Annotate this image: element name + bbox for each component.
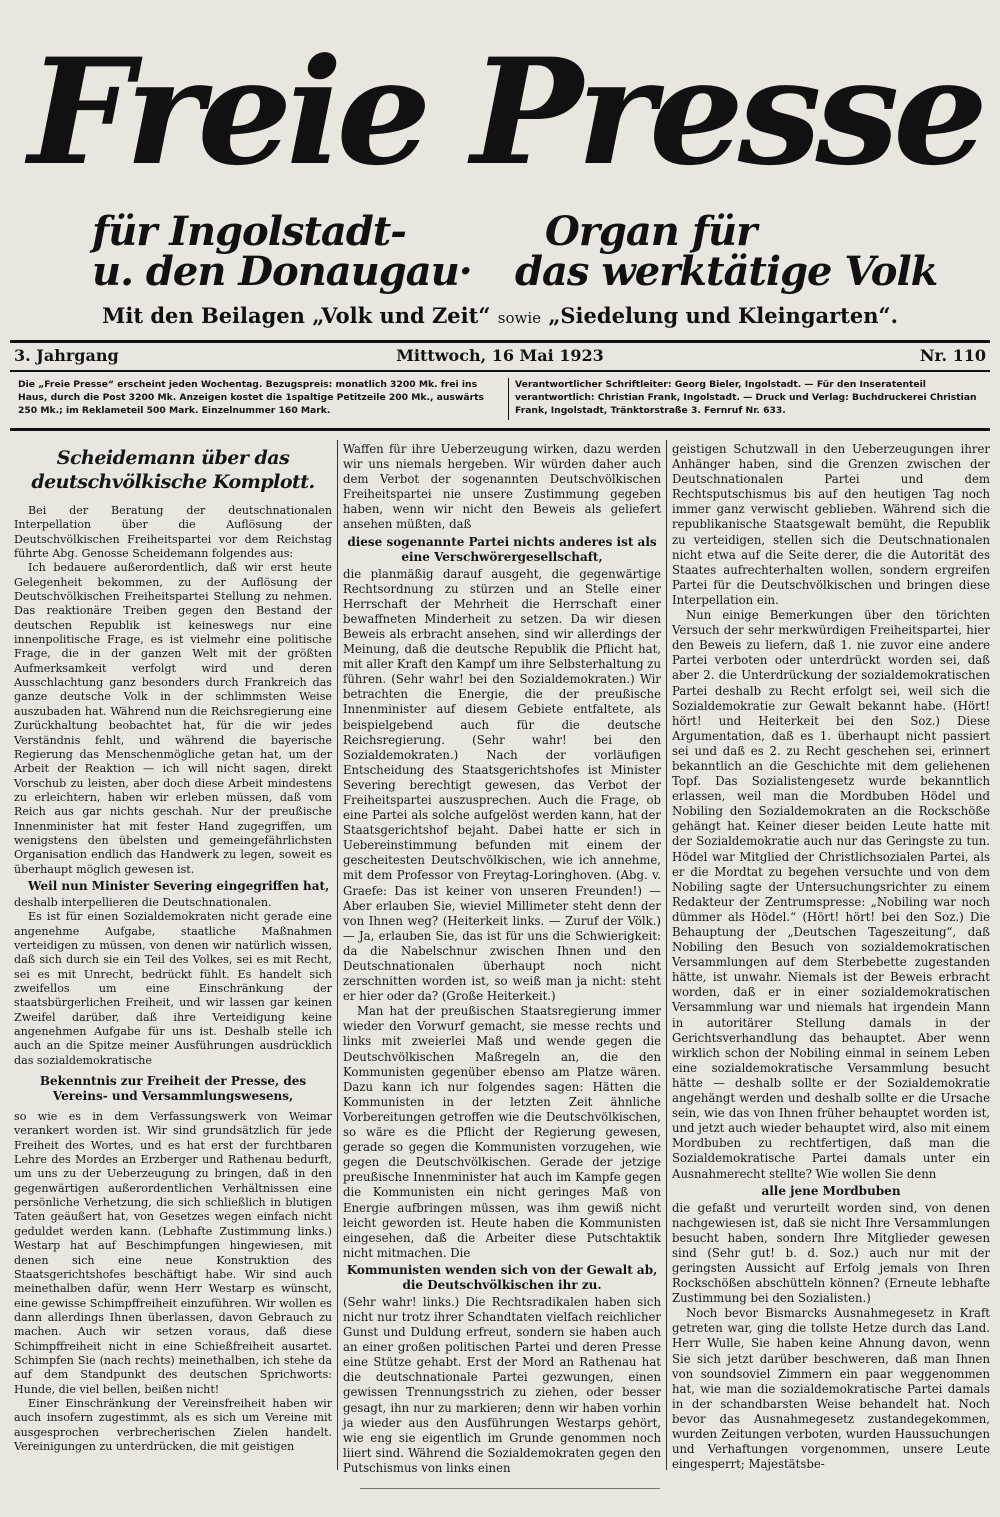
paragraph: Noch bevor Bismarcks Ausnahmegesetz in Kraft getreten war, ging die tollste Hetze durch das Land. Herr Wulle, Sie haben keine Ahnung davon, wenn Sie sich jetzt darüber beschweren, daß man Ihnen von soundsoviel Zimmern ein paar weggenommen hat, wie man die sozialdemokratische Partei damals in der schandbarsten Weise behandelt hat. Noch bevor das Ausnahmegesetz zustandegekommen, wurden Zeitungen verboten, wurden Haussuchungen und Verhaftungen vorgenommen, unsere Leute eingesperrt; Majestätsbe-: [672, 1306, 990, 1472]
dateline-rule: [10, 370, 990, 372]
masthead-subtitle-left: [92, 208, 492, 295]
issue-date: Mittwoch, 16 Mai 1923: [396, 346, 604, 365]
supplements-line: [0, 303, 1000, 328]
footer-rule: [360, 1488, 660, 1489]
paragraph: deshalb interpellieren die Deutschnationalen.: [14, 895, 272, 909]
paragraph: Man hat der preußischen Staatsregierung immer wieder den Vorwurf gemacht, sie messe rechts und links mit zweierlei Maß und wende gegen die Deutschvölkischen Maßregeln an, die den Kommunisten gegenüber ebenso am Platze wären. Dazu kann ich nur folgendes sagen: Hätten die Kommunisten in der letzten Zeit ähnliche Vorbereitungen getroffen wie die Deutschvölkischen, so wäre es die Pflicht der Regierung gewesen, gerade so gegen die Kommunisten vorzugehen, wie gegen die Deutschvölkischen. Gerade der jetzige preußische Innenminister hat auch im Kampfe gegen die Kommunisten ein nicht geringes Maß von Energie aufbringen müssen, was ihm gewiß nicht leicht geworden ist. Heute haben die Kommunisten eingesehen, daß die Arbeiter diese Putschtaktik nicht mitmachen. Die: [343, 1004, 661, 1260]
header-bottom-rule: [10, 428, 990, 431]
subtitle-right-line2: das werktätige Volk: [515, 248, 938, 295]
subtitle-left-line1: für Ingolstadt-: [92, 208, 406, 255]
article-headline: Scheidemann über das deutschvölkische Komplott.: [31, 447, 315, 493]
supplements-sowie: sowie: [497, 309, 541, 327]
supplements-a: Mit den Beilagen „Volk und Zeit“: [102, 303, 491, 328]
paragraph: geistigen Schutzwall in den Ueberzeugungen ihrer Anhänger haben, sind die Grenzen zwischen der Deutschnationalen Partei und dem Rechtsputschismus bis auf den heutigen Tag noch immer ganz verwischt geblieben. Während sich die republikanische Staatsgewalt bemüht, die Republik zu verteidigen, stellen sich die Deutschnationalen nicht etwa auf die Seite derer, die die Autorität des Staates aufrechterhalten wollen, sondern ergreifen Partei für die Deutschvölkischen und bringen diese Interpellation ein.: [672, 442, 990, 607]
masthead-title: Freie Presse: [28, 27, 982, 198]
column-divider-1: [337, 440, 338, 1470]
paragraph: die planmäßig darauf ausgeht, die gegenwärtige Rechtsordnung zu stürzen und an Stelle einer Herrschaft der Mehrheit die Herrschaft einer bewaffneten Minderheit zu setzen. Da wir diesen Beweis als erbracht ansehen, sind wir allerdings der Meinung, daß die deutsche Republik die Pflicht hat, mit aller Kraft den Kampf um ihre Selbsterhaltung zu führen. (Sehr wahr! bei den Sozialdemokraten.) Wir betrachten die Energie, die der preußische Innenminister auf diesem Gebiete entfaltete, als beispielgebend auch für die deutsche Reichsregierung. (Sehr wahr! bei den Sozialdemokraten.) Nach der vorläufigen Entscheidung des Staatsgerichtshofes ist Minister Severing berechtigt gewesen, das Verbot der Freiheitspartei auszusprechen. Auch die Frage, ob eine Partei als solche aufgelöst werden kann, hat der Staatsgerichtshof bejaht. Dabei hatte er sich in Uebereinstimmung befunden mit einem der gescheitesten Deutschvölkischen, wie ich annehme, mit dem Professor von Freytag-Loringhoven. (Abg. v. Graefe: Das ist keiner von unseren Freunden!) — Aber erlauben Sie, wieviel Millimeter steht denn der von Ihnen weg? (Heiterkeit links. — Zuruf der Völk.) — Ja, erlauben Sie, das ist für uns die Schwierigkeit: da die Nabelschnur zwischen Ihnen und den Deutschnationalen überhaupt noch nicht zerschnitten worden ist, so weiß man ja nicht: steht er hier oder da? (Große Heiterkeit.): [343, 566, 661, 1004]
paragraph: Es ist für einen Sozialdemokraten nicht gerade eine angenehme Aufgabe, staatliche Maßnahmen verteidigen zu müssen, von denen wir natürlich wissen, daß sich durch sie ein Teil des Volkes, sei es mit Recht, sei es mit Unrecht, bedrückt fühlt. Es handelt sich zweifellos um eine Einschränkung der staatsbürgerlichen Freiheit, und wir lassen gar keinen Zweifel darüber, daß ihre Verteidigung keine angenehmen Aufgabe für uns ist. Deshalb stelle ich auch an die Spitze meiner Ausführungen ausdrücklich das sozialdemokratische: [14, 910, 332, 1067]
subtitle-right-line1: Organ für: [545, 208, 757, 255]
paragraph: Waffen für ihre Ueberzeugung wirken, dazu werden wir uns niemals hergeben. Wir würden daher auch dem Verbot der sogenannten Deutschvölkischen Freiheitspartei nie unsere Zustimmung gegeben haben, wenn wir nicht den Beweis als geliefert ansehen müßten, daß: [343, 442, 661, 532]
paragraph: (Sehr wahr! links.) Die Rechtsradikalen haben sich nicht nur trotz ihrer Schandtaten vielfach reichlicher Gunst und Duldung erfreut, sondern sie haben auch an einer großen politischen Partei und deren Presse eine Stütze gehabt. Erst der Mord an Rathenau hat die deutschnationale Partei gezwungen, einen gewissen Trennungsstrich zu ziehen, oder besser gesagt, ihn nur zu markieren; denn wir haben vorhin ja wieder aus den Ausführungen Westarps gehört, wie eng sie eigentlich im Grunde genommen noch liiert sind. Während die Sozialdemokraten gegen den Putschismus von links einen: [343, 1294, 661, 1475]
volume-label: 3. Jahrgang: [14, 346, 119, 365]
paragraph: so wie es in dem Verfassungswerk von Weimar verankert worden ist. Wir sind grundsätzlich für jede Freiheit des Wortes, und es hat erst der furchtbaren Lehre des Mordes an Erzberger und Rathenau bedurft, um uns zu der Ueberzeugung zu bringen, daß in den gegenwärtigen außerordentlichen Verhältnissen eine persönliche Verhetzung, die sich schließlich in blutigen Taten geäußert hat, von Gesetzes wegen einfach nicht geduldet werden kann. (Lebhafte Zustimmung links.) Westarp hat auf Beschimpfungen hingewiesen, mit denen sich eine neue Konstruktion des Staatsgerichtshofes beschäftigt habe. Wir sind auch meinethalben dafür, wenn Herr Westarp es wünscht, eine gewisse Schimpffreiheit einzuführen. Wir wollen es dann allerdings Ihnen überlassen, davon Gebrauch zu machen. Auch wir setzen voraus, daß diese Schimpffreiheit nicht in eine Schießfreiheit ausartet. Schimpfen Sie (nach rechts) meinethalben, ich stehe da auf dem Standpunkt des deutschen Sprichworts: Hunde, die viel bellen, beißen nicht!: [14, 1110, 332, 1396]
subheading: Weil nun Minister Severing eingegriffen hat,: [28, 878, 330, 893]
subheading: Bekenntnis zur Freiheit der Presse, des Vereins- und Versammlungswesens,: [39, 1074, 307, 1104]
article-column-2: [343, 442, 661, 1476]
subtitle-left-line2: u. den Donaugau·: [92, 248, 472, 295]
subheading: Kommunisten wenden sich von der Gewalt ab, die Deutschvölkischen ihr zu.: [346, 1262, 658, 1292]
subheading: alle jene Mordbuben: [761, 1183, 901, 1198]
article-column-1: [14, 442, 332, 1454]
supplements-b: „Siedelung und Kleingarten“.: [548, 303, 898, 328]
subheading: diese sogenannte Partei nichts anderes ist als eine Verschwörergesellschaft,: [347, 534, 657, 564]
paragraph: Bei der Beratung der deutschnationalen Interpellation über die Auflösung der Deutschvölkischen Freiheitspartei vor dem Reichstag führte Abg. Genosse Scheidemann folgendes aus:: [14, 504, 332, 561]
paragraph: Ich bedauere außerordentlich, daß wir erst heute Gelegenheit bekommen, zu der Auflösung der Deutschvölkischen Freiheitspartei Stellung zu nehmen. Das reaktionäre Treiben gegen den Bestand der deutschen Republik ist keineswegs nur eine innenpolitische Frage, es ist vielmehr eine politische Frage, die in der ganzen Welt mit der größten Aufmerksamkeit verfolgt wird und deren Ausschlachtung ganz besonders durch Frankreich das ganze deutsche Volk in der schlimmsten Weise auszubaden hat. Während nun die Reichsregierung eine Zurückhaltung beobachtet hat, für die wir jedes Verständnis fehlt, und während die bayerische Regierung das Menschenmögliche getan hat, um der Arbeit der Reaktion — ich will nicht sagen, direkt Vorschub zu leisten, aber doch diese Arbeit mindestens zu erleichtern, haben wir erleben müssen, daß vom Reich aus gar nichts geschah. Nur der preußische Innenminister hat mit fester Hand zugegriffen, um wenigstens den übelsten und gemeingefährlichsten Organisation endlich das Handwerk zu legen, soweit es überhaupt möglich gewesen ist.: [14, 561, 332, 876]
dateline: [14, 344, 986, 368]
article-column-3: [672, 442, 990, 1472]
paragraph: Einer Einschränkung der Vereinsfreiheit haben wir auch insofern zugestimmt, als es sich um Vereine mit ausgesprochen verbrecherischen Zielen handelt. Vereinigungen zu unterdrücken, die mit geistigen: [14, 1396, 332, 1453]
column-divider-2: [666, 440, 667, 1470]
masthead-subtitle-right: [515, 208, 955, 295]
subscription-info: Die „Freie Presse“ erscheint jeden Wochentag. Bezugspreis: monatlich 3200 Mk. frei ins Haus, durch die Post 3200 Mk. Anzeigen kostet die 1spaltige Petitzeile 200 Mk., auswärts 250 Mk.; im Reklameteil 500 Mark. Einzelnummer 160 Mark.: [18, 379, 484, 416]
top-rule: [10, 340, 990, 343]
paragraph: Nun einige Bemerkungen über den törichten Versuch der sehr merkwürdigen Freiheitspartei, hier den Beweis zu liefern, daß 1. nie zuvor eine andere Partei verboten oder unterdrückt worden sei, daß aber 2. die Unterdrückung der sozialdemokratischen Partei deshalb zu Recht erfolgt sei, weil sich die Sozialdemokratie zur Gewalt bekannt habe. (Hört! hört! und Heiterkeit bei den Soz.) Diese Argumentation, daß es 1. überhaupt nicht passiert sei und daß es 2. zu Recht geschehen sei, erinnert bekanntlich an die Geschichte mit dem geliehenen Topf. Das Sozialistengesetz wurde bekanntlich erlassen, weil man die Mordbuben Hödel und Nobiling den Sozialdemokraten an die Rockschöße gehängt hat. Keiner dieser beiden Leute hatte mit der Sozialdemokratie auch nur das Geringste zu tun. Hödel war Mitglied der Christlichsozialen Partei, als er die Mordtat zu begehen versuchte und von dem Nobiling sagte der Untersuchungsrichter zu einem Redakteur der Zentrumspresse: „Nobiling war noch dümmer als Hödel.“ (Hört! hört! bei den Soz.) Die Behauptung der „Deutschen Tageszeitung“, daß Nobiling den Besuch von sozialdemokratischen Versammlungen auf dem Sterbebette zugestanden hätte, ist unwahr. Niemals ist der Beweis erbracht worden, daß er in einer sozialdemokratischen Versammlung war und niemals hat irgendein Mann in autoritärer Stellung damals in der Gerichtsverhandlung das behauptet. Aber wenn wirklich schon der Nobiling einmal in seinem Leben eine sozialdemokratische Versammlung besucht hätte — deshalb sollte er der Sozialdemokratie angehängt werden und deshalb sollte er die Ursache sein, wie das von Ihnen früher behauptet worden ist, und jetzt auch wieder behauptet wird, also mit einem Mordbuben zu rechtfertigen, daß man die Sozialdemokratische Partei damals unter ein Ausnahmerecht stellte? Wie wollen Sie denn: [672, 608, 990, 1181]
issue-number: Nr. 110: [919, 346, 986, 365]
paragraph: die gefaßt und verurteilt worden sind, von denen nachgewiesen ist, daß sie nicht Ihre Versammlungen besucht haben, sondern Ihre Mitglieder gewesen sind (Sehr gut! b. d. Soz.) auch nur mit der geringsten Aussicht auf Erfolg jemals von Ihren Rockschößen abschütteln können? (Erneute lebhafte Zustimmung bei den Sozialisten.): [672, 1200, 990, 1306]
editor-info: Verantwortlicher Schriftleiter: Georg Bieler, Ingolstadt. — Für den Inseratenteil verantwortlich: Christian Frank, Ingolstadt. — Druck und Verlag: Buchdruckerei Christian Frank, Ingolstadt, Tränktorstraße 3. Fernruf Nr. 633.: [515, 379, 977, 416]
info-divider: [508, 378, 509, 420]
